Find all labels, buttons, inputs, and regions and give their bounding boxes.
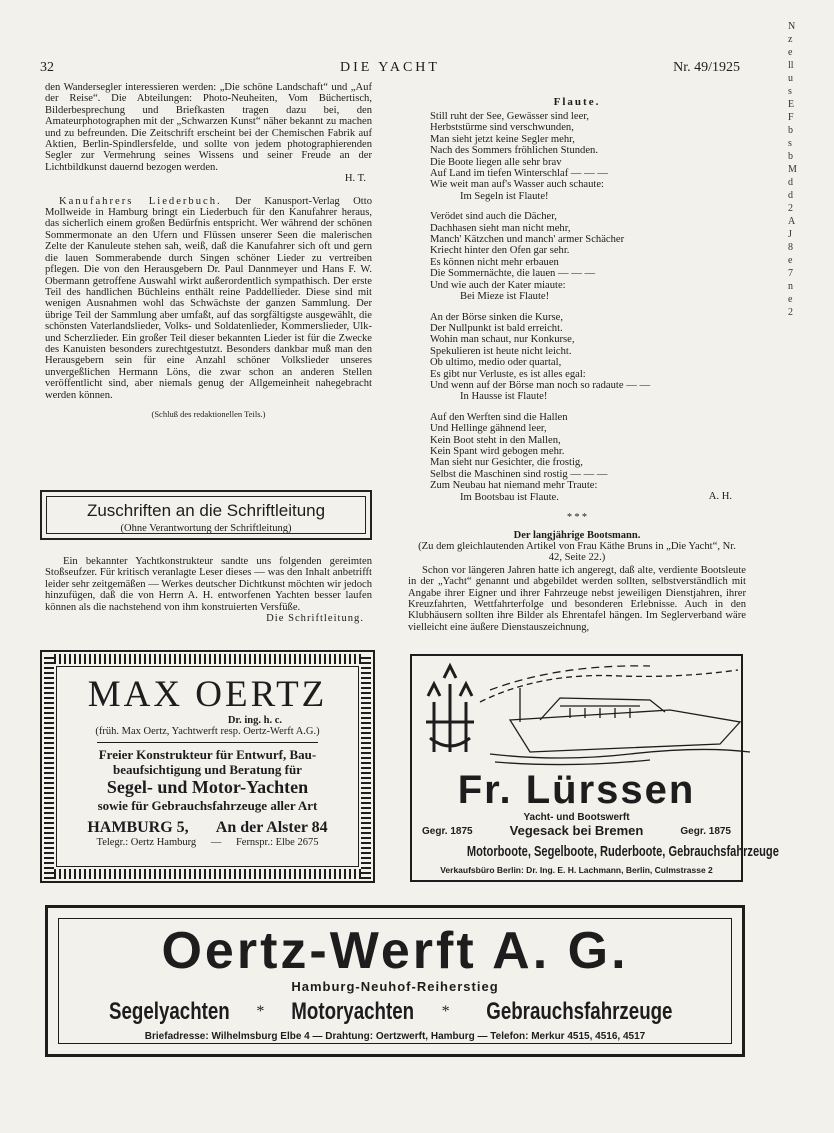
founded-left: Gegr. 1875 xyxy=(422,826,473,837)
paragraph-liederbuch xyxy=(45,196,372,401)
journal-title: DIE YACHT xyxy=(340,60,440,75)
poem-line: An der Börse sinken die Kurse, xyxy=(430,311,563,323)
poem-line: Dachhasen sieht man nicht mehr, xyxy=(430,222,571,234)
poem-stanza xyxy=(430,412,746,503)
ornament-border xyxy=(361,654,371,879)
liederbuch-heading: Kanufahrers Liederbuch. xyxy=(59,195,222,207)
letters-subtitle: (Ohne Verantwortung der Schriftleitung) xyxy=(120,523,292,534)
poem-line: Die Boote liegen alle sehr brav xyxy=(430,156,562,168)
ornament-border xyxy=(44,654,371,664)
ad-luerssen xyxy=(410,654,779,882)
poem xyxy=(408,111,746,503)
letters-box xyxy=(40,490,372,540)
poem-line: Auf Land im tiefen Winterschlaf — — — xyxy=(430,168,608,180)
poem-line: Verödet sind auch die Dächer, xyxy=(430,211,557,223)
max-oertz-name: MAX OERTZ xyxy=(87,674,328,715)
poem-line: Wohin man schaut, nur Konkurse, xyxy=(430,334,575,346)
poem-line: Der Nullpunkt ist bald erreicht. xyxy=(430,322,563,334)
poem-line: Man sieht nur Gesichter, die frostig, xyxy=(430,457,583,469)
paragraph-photo: den Wandersegler interessieren werden: „Die schöne Landschaft“ und „Auf der Reise“. Die Abteilungen: Photo-Neuheiten, Vom Büchertisch, Bilderbesprechung und Briefkasten tragen dazu bei, den Amateurphotographen mit der „Schwarzen Kunst“ näher bekannt zu machen und zu befreunden. Die Zeitschrift erscheint bei der Chemischen Fabrik auf Aktien, Berlin-Spindlersfelde, und sollte von jedem photographierenden Segler zur Vermehrung seines Wissens und seiner Freude an der Lichtbildkunst dauernd bezogen werden. xyxy=(45,82,372,173)
max-oertz-line4: sowie für Gebrauchsfahrzeuge aller Art xyxy=(97,798,318,813)
telegram: Telegr.: Oertz Hamburg xyxy=(96,837,197,848)
type-segelyachten: Segelyachten xyxy=(108,998,230,1025)
adjacent-page-edge: N z e ll u s E F b s b M d d 2 A J 8 e 7 n e 2 xyxy=(788,21,797,318)
phone: Fernspr.: Elbe 2675 xyxy=(235,837,319,848)
max-oertz-former: (früh. Max Oertz, Yachtwerft resp. Oertz-Werft A.G.) xyxy=(95,726,320,737)
max-oertz-address xyxy=(57,819,358,837)
page-number: 32 xyxy=(40,60,54,75)
paragraph-intro: Ein bekannter Yachtkonstrukteur sandte uns folgenden gereimten Stoßseufzer. Für kritisch veranlagte Leser dieses — was den Inhalt anbetrifft leider sehr zeitgemäßen — Werkes deutscher Dichtkunst möchten wir jedoch hinzufügen, daß die von Herrn A. H. entworfenen Yachten besser laufen können als die nachstehend von ihm konstruierten Versfüße. xyxy=(45,556,372,613)
poem-line: Und wie auch der Kater miaute: xyxy=(430,279,566,291)
divider xyxy=(97,742,318,743)
article-title: Der langjährige Bootsmann. xyxy=(513,530,641,541)
poem-line: Selbst die Maschinen sind rostig — — — xyxy=(430,468,608,480)
ad-oertz-werft xyxy=(45,905,745,1057)
poem-stanza xyxy=(430,211,746,302)
type-motoryachten: Motoryachten xyxy=(291,998,415,1025)
poem-line: Und Hellinge gähnend leer, xyxy=(430,423,547,435)
luerssen-types-wrap xyxy=(412,843,779,861)
poem-line: Es können nicht mehr erbauen xyxy=(430,256,559,268)
poem-line: Man sieht jetzt keine Segler mehr, xyxy=(430,133,575,145)
poem-line: Bei Mieze ist Flaute! xyxy=(460,291,550,303)
signature-schriftleitung: Die Schriftleitung. xyxy=(266,613,364,625)
left-column xyxy=(45,82,372,420)
poem-line: Auf den Werften sind die Hallen xyxy=(430,411,568,423)
poem-line: Die Sommernächte, die lauen — — — xyxy=(430,268,596,280)
poem-line: Zum Neubau hat niemand mehr Traute: xyxy=(430,480,598,492)
poem-line: Nach des Sommers fröhlichen Stunden. xyxy=(430,145,598,157)
luerssen-types: Motorboote, Segelboote, Ruderboote, Gebrauchsfahrzeuge xyxy=(466,843,779,860)
poem-title: Flaute. xyxy=(553,96,601,108)
star-icon: * xyxy=(441,1003,450,1020)
article-subtitle: (Zu dem gleichlautenden Artikel von Frau Käthe Bruns in „Die Yacht“, Nr. 42, Seite 22.) xyxy=(418,541,736,564)
poem-line: Manch' Kätzchen und manch' armer Schächer xyxy=(430,234,625,246)
left-column-lower xyxy=(45,556,372,624)
poem-line: Kein Boot steht in den Mallen, xyxy=(430,434,561,446)
werft-place: Hamburg-Neuhof-Reiherstieg xyxy=(291,979,499,994)
poem-line: Es gibt nur Verluste, es ist alles egal: xyxy=(430,368,586,380)
poem-line: In Hausse ist Flaute! xyxy=(460,391,548,403)
max-oertz-line3: Segel- und Motor-Yachten xyxy=(106,777,309,797)
poem-signature: A. H. xyxy=(708,491,732,502)
poem-line: Und wenn auf der Börse man noch so radaute — — xyxy=(430,379,651,391)
page-header xyxy=(40,60,740,80)
ad-max-oertz xyxy=(40,650,375,883)
poem-line: Wie weit man auf's Wasser auch schaute: xyxy=(430,179,604,191)
founded-right: Gegr. 1875 xyxy=(680,826,731,837)
poem-stanza xyxy=(430,111,746,202)
letters-title: Zuschriften an die Schriftleitung xyxy=(86,501,326,520)
article-text: Schon vor längeren Jahren hatte ich angeregt, daß alte, verdiente Bootsleute in der „Yacht“ genannt und abgebildet werden sollten, selbstverständlich mit Angabe ihrer Eigner und ihrer Fahrzeuge nebst jeweiligen Dienstjahren, ihrer Kreuzfahrten, Wettfahrterfolge und besonderen Erlebnisse. Auch in den Klubhäusern sollten ihre Bilder als Ehrentafel hängen. Im Seglerverband wäre vielleicht eine äußere Dienstauszeichnung, xyxy=(408,564,746,633)
ornament-border xyxy=(44,654,54,879)
poem-line: Im Bootsbau ist Flaute. xyxy=(460,491,559,503)
issue-number: Nr. 49/1925 xyxy=(673,60,740,75)
poem-line: Still ruht der See, Gewässer sind leer, xyxy=(430,111,590,122)
werft-types xyxy=(59,997,731,1027)
werft-contact: Briefadresse: Wilhelmsburg Elbe 4 — Drahtung: Oertzwerft, Hamburg — Telefon: Merkur 4515, 4516, 4517 xyxy=(144,1031,646,1042)
separator-stars: * * * xyxy=(567,512,587,523)
liederbuch-text: Der Kanusport-Verlag Otto Mollweide in Hamburg bringt ein Liederbuch für den Kanufahrer heraus, das sicherlich einem großen Bedürfnis entspricht. Wer während der schönen Sommermonate an den Ufern und Flüssen unserer Seen die malerischen Zelte der Kanuleute stehen sah, weiß, daß die Kanufahrer sich oft und gern die lauen Sommerabende durch Singen schöner Lieder zu vertreiben pflegen. Die von den Herausgebern Dr. Paul Dannmeyer und Hans F. W. Obermann getroffene Auswahl wirkt außerordentlich sympathisch. Der erste Teil des handlichen Büchleins enthält reine Paddellieder. Diese sind mit wenigen Ausnahmen wohl das Schwächste der ganzen Sammlung. Der übrige Teil der Sammlung aber umfaßt, auf das sorgfältigste ausgewählt, die schönsten Vaterlandslieder, Volks- und Soldatenlieder, Kommerslieder, Ulk- und Scherzlieder. Ein großer Teil dieser bekannten Lieder ist für die Zwecke des Kanuisten besonders zurechtgestutzt. Besonders dankbar muß man den Herausgebern sein für eine Anzahl schöner Volkslieder unseres unvergeßlichen Hermann Löns, die zwar schon an anderen Stellen veröffentlicht sind, aber niemals genug der Allgemeinheit nahegebracht werden können. xyxy=(45,195,372,401)
max-oertz-line1: Freier Konstrukteur für Entwurf, Bau- xyxy=(98,747,317,762)
max-oertz-title: Dr. ing. h. c. xyxy=(227,715,282,726)
ornament-border xyxy=(44,869,371,879)
address-street: An der Alster 84 xyxy=(215,819,328,836)
type-gebrauchsfahrzeuge: Gebrauchsfahrzeuge xyxy=(485,998,673,1025)
max-oertz-line2: beaufsichtigung und Beratung für xyxy=(113,762,302,777)
luerssen-name: Fr. Lürssen xyxy=(457,768,696,812)
luerssen-place: Vegesack bei Bremen xyxy=(509,823,644,838)
poem-line: Kein Spant wird gebogen mehr. xyxy=(430,445,565,457)
right-column xyxy=(408,96,746,633)
address-city: HAMBURG 5, xyxy=(87,819,189,836)
star-icon: * xyxy=(256,1003,265,1020)
poem-line: Kriecht hinter den Ofen gar sehr. xyxy=(430,245,570,257)
max-oertz-contact: Telegr.: Oertz Hamburg — Fernspr.: Elbe 2675 xyxy=(96,837,319,848)
luerssen-office: Verkaufsbüro Berlin: Dr. Ing. E. H. Lachmann, Berlin, Culmstrasse 2 xyxy=(440,865,713,875)
werft-name: Oertz-Werft A. G. xyxy=(161,922,629,980)
poem-line: Ob ultimo, medio oder quartal, xyxy=(430,357,562,369)
poem-stanza xyxy=(430,312,746,403)
luerssen-subtitle: Yacht- und Bootswerft xyxy=(523,812,630,823)
end-note: (Schluß des redaktionellen Teils.) xyxy=(151,408,266,419)
poem-line: Im Segeln ist Flaute! xyxy=(460,190,549,202)
poem-line: Herbststürme sind verschwunden, xyxy=(430,122,574,134)
signature-ht: H. T. xyxy=(344,173,366,185)
poem-line: Spekulieren ist heute nicht leicht. xyxy=(430,345,572,357)
boat-illustration xyxy=(420,662,738,770)
